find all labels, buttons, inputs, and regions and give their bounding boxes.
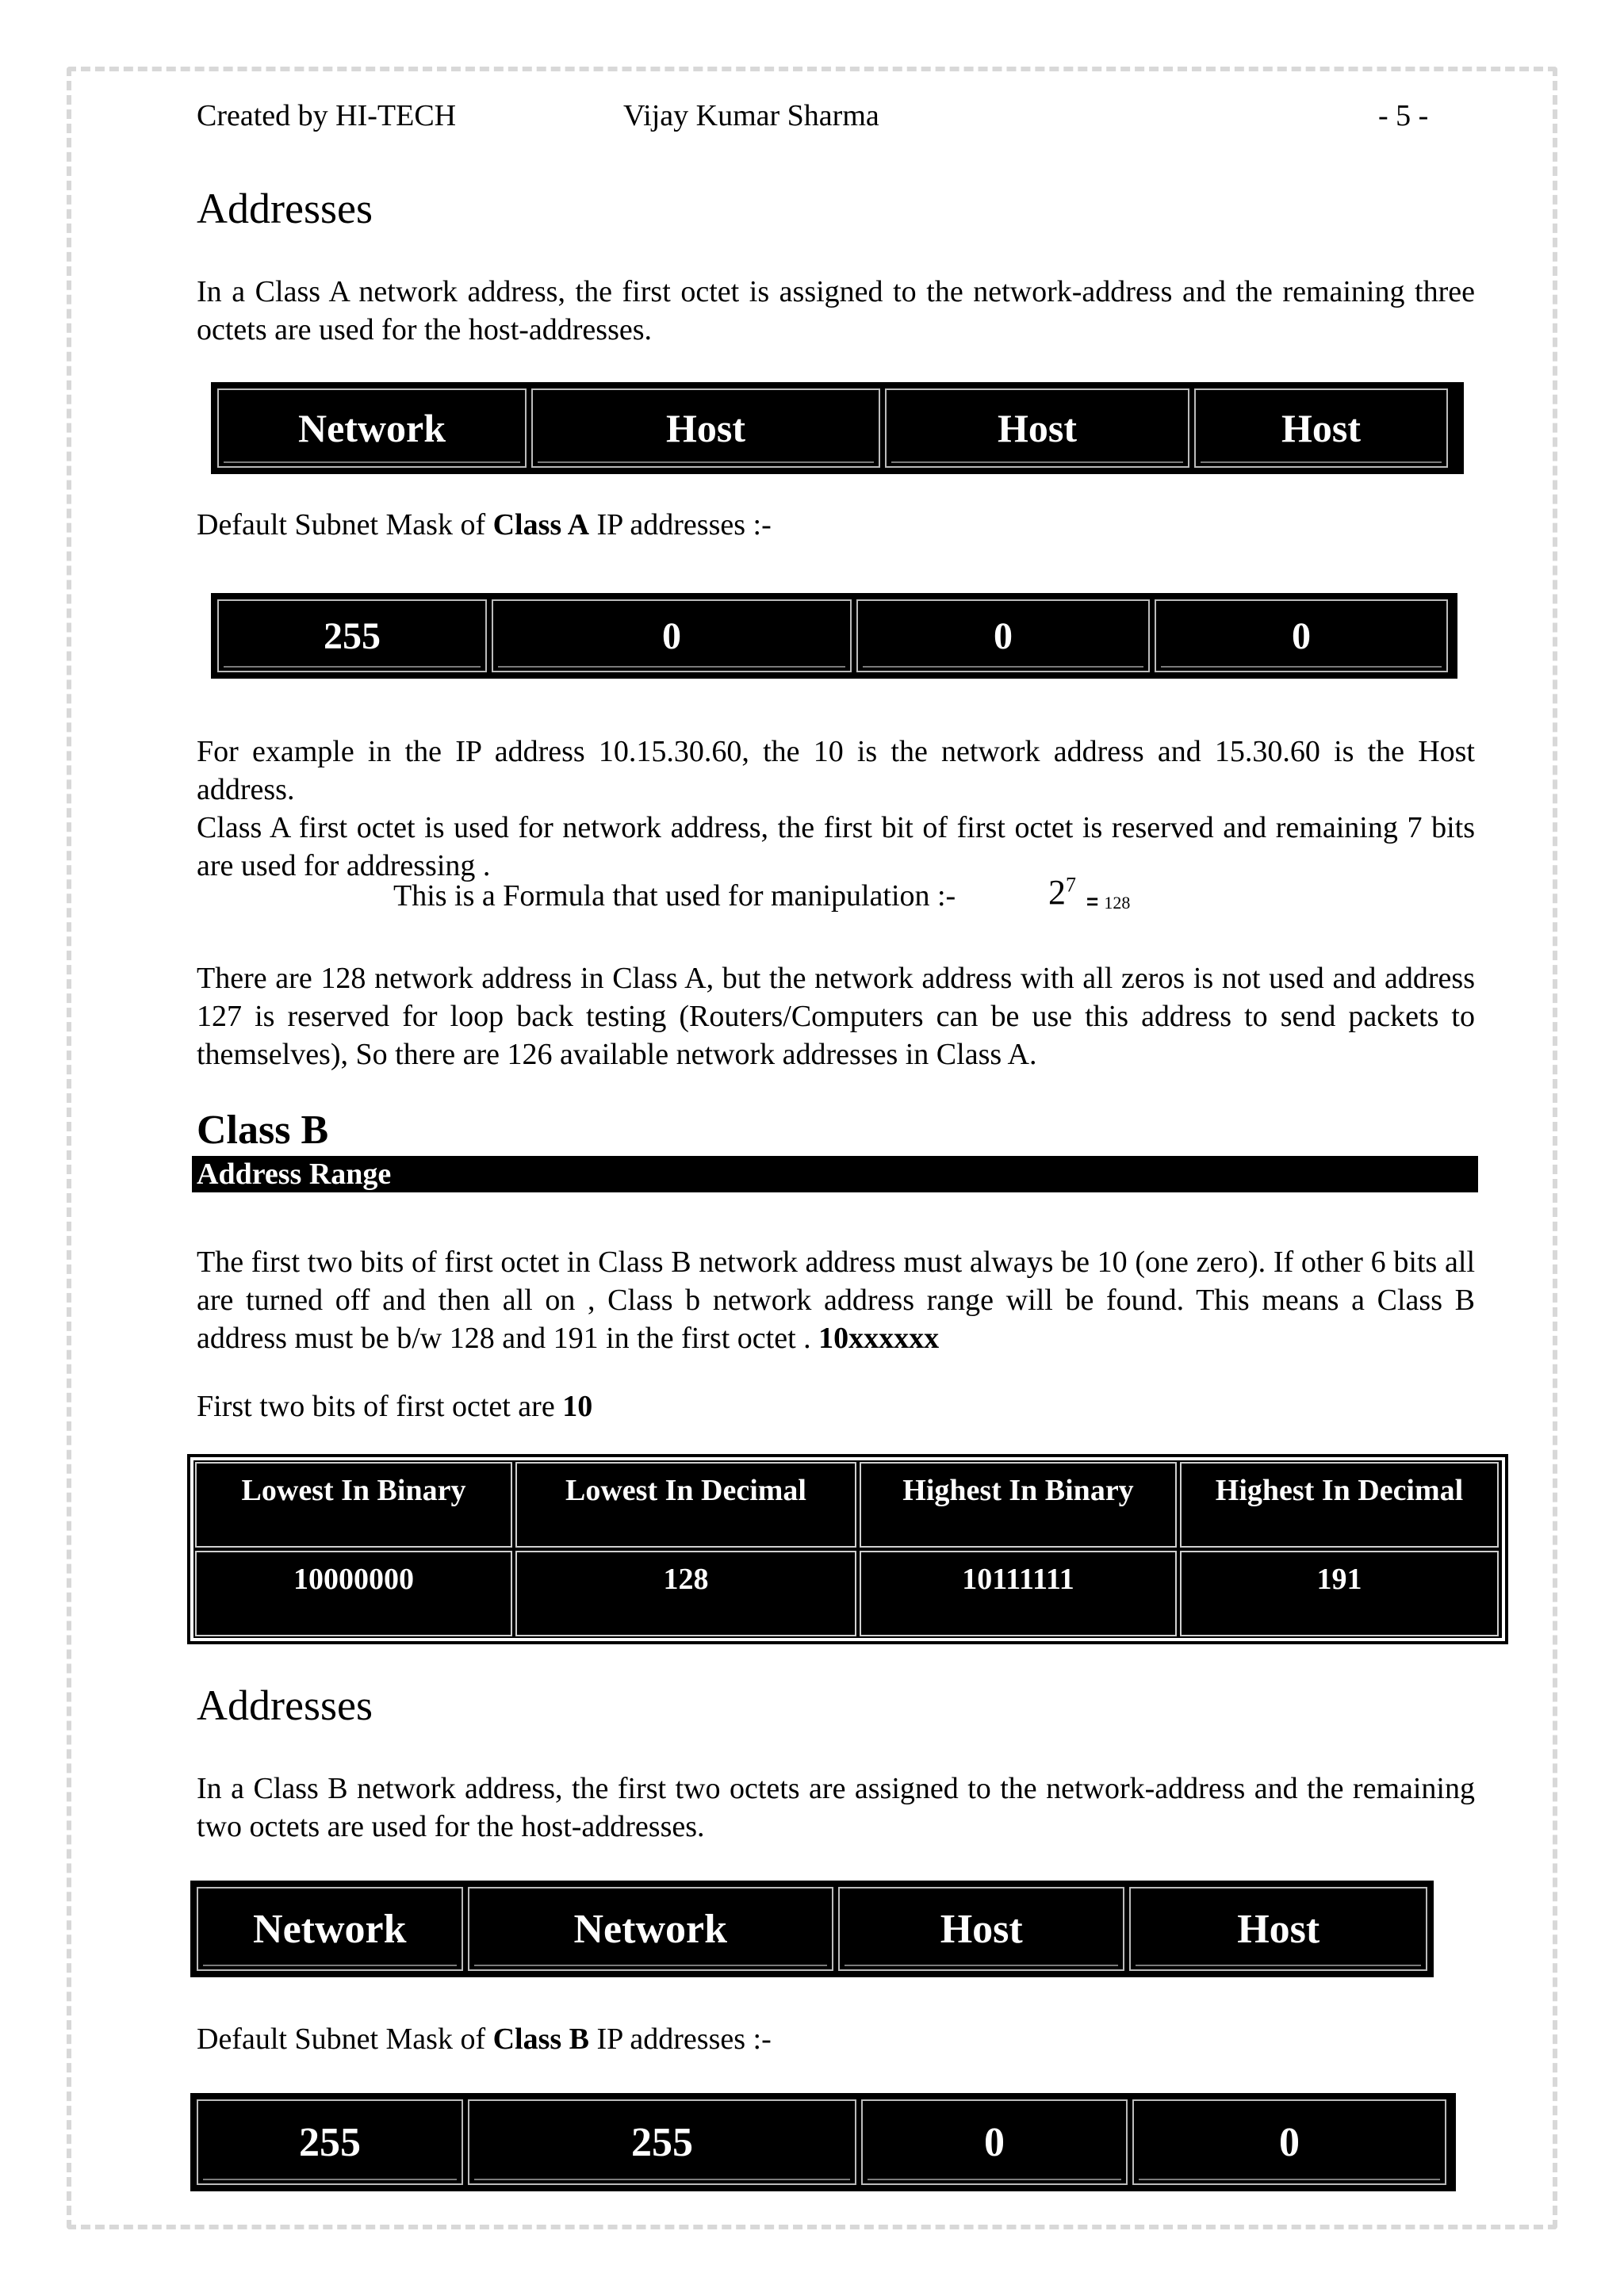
- mask-cell: 255: [197, 2099, 463, 2185]
- class-a-mask-label: Default Subnet Mask of Class A IP addresses :-: [197, 508, 772, 541]
- address-range-bar: Address Range: [192, 1156, 1478, 1192]
- class-b-heading: Class B: [197, 1108, 329, 1153]
- octet-cell: Host: [1129, 1887, 1427, 1971]
- page-number: - 5 -: [1378, 99, 1429, 132]
- class-a-mask-table: [211, 593, 1457, 679]
- mask-cell: 0: [861, 2099, 1128, 2185]
- class-b-range-table: [190, 1457, 1505, 1641]
- class-a-octet-table: [211, 382, 1464, 474]
- mask-cell: 255: [468, 2099, 856, 2185]
- mask-cell: 255: [217, 599, 487, 672]
- octet-cell: Network: [197, 1887, 463, 1971]
- mask-cell: 0: [1132, 2099, 1446, 2185]
- range-value-cell: 10111111: [860, 1551, 1177, 1636]
- range-table-value-row: [193, 1549, 1502, 1638]
- range-header-cell: Lowest In Binary: [195, 1462, 512, 1548]
- class-b-range-paragraph: The first two bits of first octet in Class B network address must always be 10 (one zero). If other 6 bits all are turned off and then all on , Class b network address range will be found. This means a Class B address must be b/w 128 and 191 in the first octet . 10xxxxxx: [197, 1246, 1475, 1355]
- range-value-cell: 191: [1180, 1551, 1499, 1636]
- class-a-example: For example in the IP address 10.15.30.60, the 10 is the network address and 15.30.60 is the Host address.: [197, 735, 1475, 806]
- class-a-intro: In a Class A network address, the first octet is assigned to the network-address and the remaining three octets are used for the host-addresses.: [197, 275, 1475, 346]
- header-author-name: Vijay Kumar Sharma: [623, 99, 879, 132]
- octet-cell: Network: [468, 1887, 833, 1971]
- class-a-summary: There are 128 network address in Class A, but the network address with all zeros is not used and address 127 is reserved for loop back testing (Routers/Computers can be use this address to send packets to themselves), So there are 126 available network addresses in Class A.: [197, 962, 1475, 1071]
- octet-cell: Network: [217, 388, 527, 468]
- mask-cell: 0: [1155, 599, 1448, 672]
- range-header-cell: Lowest In Decimal: [515, 1462, 856, 1548]
- range-value-cell: 128: [515, 1551, 856, 1636]
- section-title-addresses-a: Addresses: [197, 185, 373, 232]
- range-table-header-row: [193, 1460, 1502, 1549]
- section-title-addresses-b: Addresses: [197, 1682, 373, 1729]
- mask-cell: 0: [856, 599, 1150, 672]
- class-b-mask-table: [190, 2093, 1456, 2191]
- formula-text: This is a Formula that used for manipulation :-: [393, 879, 956, 913]
- class-b-intro: In a Class B network address, the first two octets are assigned to the network-address and the remaining two octets are used for the host-addresses.: [197, 1772, 1475, 1843]
- header-author-org: Created by HI-TECH: [197, 99, 457, 132]
- octet-cell: Host: [531, 388, 880, 468]
- range-header-cell: Highest In Binary: [860, 1462, 1177, 1548]
- range-header-cell: Highest In Decimal: [1180, 1462, 1499, 1548]
- class-b-octet-table: [190, 1881, 1434, 1977]
- octet-cell: Host: [1194, 388, 1448, 468]
- formula-expression: $2^7$: [1048, 873, 1076, 912]
- class-b-first-bits: First two bits of first octet are 10: [197, 1390, 593, 1423]
- class-b-mask-label: Default Subnet Mask of Class B IP addresses :-: [197, 2022, 772, 2056]
- class-a-first-octet-note: Class A first octet is used for network address, the first bit of first octet is reserved and remaining 7 bits are used for addressing .: [197, 811, 1475, 882]
- range-value-cell: 10000000: [195, 1551, 512, 1636]
- mask-cell: 0: [492, 599, 852, 672]
- formula-result: = 128: [1086, 890, 1131, 913]
- octet-cell: Host: [838, 1887, 1125, 1971]
- octet-cell: Host: [885, 388, 1189, 468]
